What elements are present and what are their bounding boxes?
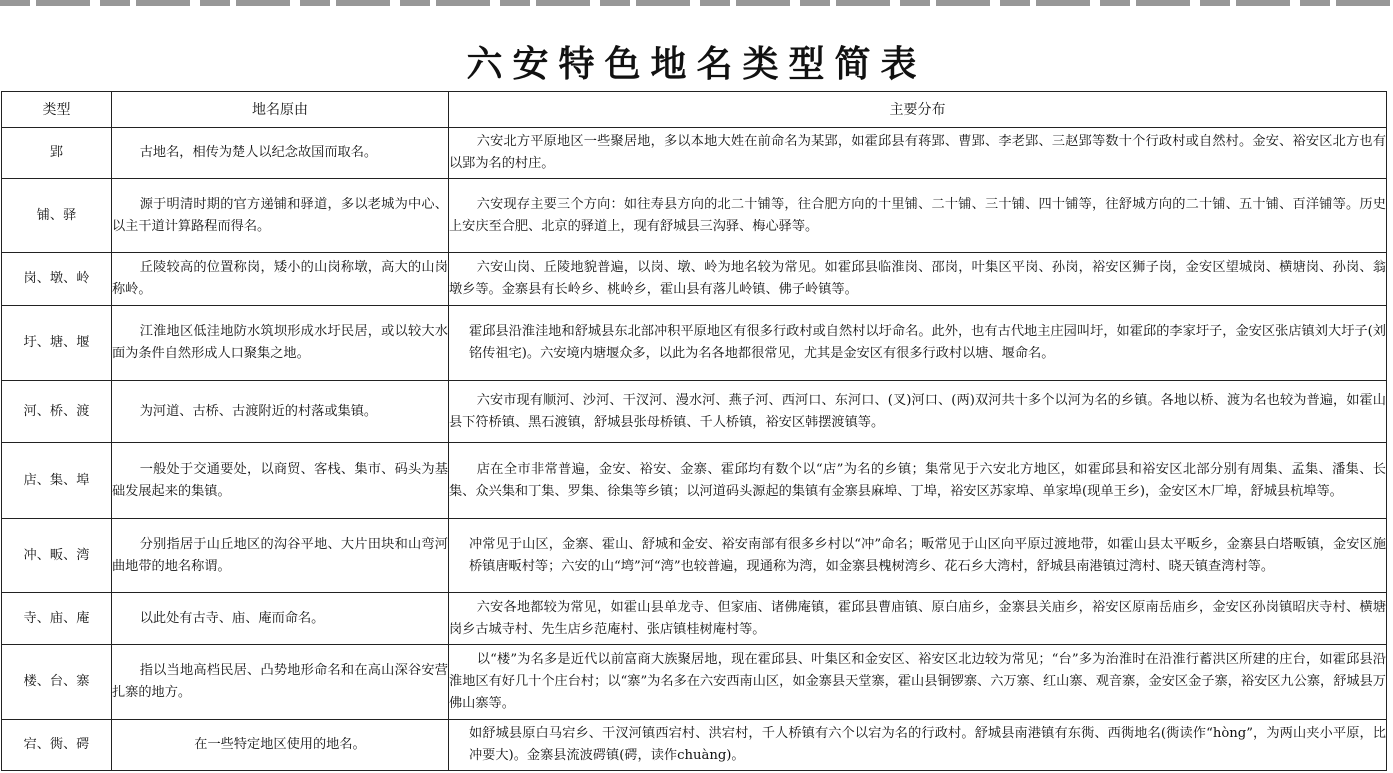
type-cell: 冲、畈、湾 (2, 519, 112, 593)
reason-cell: 古地名，相传为楚人以纪念故国而取名。 (112, 128, 449, 179)
type-cell: 郢 (2, 128, 112, 179)
distribution-cell: 冲常见于山区，金寨、霍山、舒城和金安、裕安南部有很多乡村以“冲”命名；畈常见于山区向平原过渡地带，如霍山县太平畈乡，金寨县白塔畈镇，金安区施桥镇唐畈村等；六安的山“塆”河“湾”也较普遍，现通称为湾，如金寨县槐树湾乡、花石乡大湾村，舒城县南港镇过湾村、晓天镇查湾村等。 (449, 519, 1387, 593)
reason-cell: 源于明清时期的官方递铺和驿道，多以老城为中心、以主干道计算路程而得名。 (112, 179, 449, 253)
distribution-cell: 以“楼”为名多是近代以前富商大族聚居地，现在霍邱县、叶集区和金安区、裕安区北边较为常见；“台”多为治淮时在沿淮行蓄洪区所建的庄台，如霍邱县沿淮地区有好几十个庄台村；以“寨”为名多在六安西南山区，如金寨县天堂寨，霍山县铜锣寨、六万寨、红山寨、观音寨，金安区金子寨，裕安区九公寨，舒城县万佛山寨等。 (449, 645, 1387, 720)
distribution-cell: 六安现存主要三个方向：如往寿县方向的北二十铺等，往合肥方向的十里铺、二十铺、三十铺、四十铺等，往舒城方向的二十铺、五十铺、百洋铺等。历史上安庆至合肥、北京的驿道上，现有舒城县三沟驿、梅心驿等。 (449, 179, 1387, 253)
distribution-cell: 如舒城县原白马宕乡、干汊河镇西宕村、洪宕村，千人桥镇有六个以宕为名的行政村。舒城县南港镇有东衖、西衖地名(衖读作“hòng”，为两山夹小平原，比冲要大)。金寨县流波𥔲镇(𥔲，读作chuàng)。 (449, 720, 1387, 771)
table-row (2, 720, 1387, 771)
type-cell: 宕、衖、𥔲 (2, 720, 112, 771)
cropped-text-line (0, 0, 1393, 6)
type-cell: 寺、庙、庵 (2, 593, 112, 645)
distribution-cell: 霍邱县沿淮洼地和舒城县东北部冲积平原地区有很多行政村或自然村以圩命名。此外，也有古代地主庄园叫圩，如霍邱的李家圩子，金安区张店镇刘大圩子(刘铭传祖宅)。六安境内塘堰众多，以此为名各地都很常见，尤其是金安区有很多行政村以塘、堰命名。 (449, 306, 1387, 381)
reason-cell: 以此处有古寺、庙、庵而命名。 (112, 593, 449, 645)
distribution-cell: 六安各地都较为常见，如霍山县单龙寺、但家庙、诸佛庵镇，霍邱县曹庙镇、原白庙乡，金寨县关庙乡，裕安区原南岳庙乡，金安区孙岗镇昭庆寺村、横塘岗乡古城寺村、先生店乡范庵村、张店镇桂树庵村等。 (449, 593, 1387, 645)
table-row (2, 593, 1387, 645)
type-cell: 岗、墩、岭 (2, 253, 112, 306)
distribution-cell: 六安山岗、丘陵地貌普遍，以岗、墩、岭为地名较为常见。如霍邱县临淮岗、邵岗，叶集区平岗、孙岗，裕安区狮子岗，金安区望城岗、横塘岗、孙岗、翁墩乡等。金寨县有长岭乡、桃岭乡，霍山县有落儿岭镇、佛子岭镇等。 (449, 253, 1387, 306)
reason-cell: 在一些特定地区使用的地名。 (112, 720, 449, 771)
header-reason: 地名原由 (112, 92, 449, 128)
place-name-table (1, 91, 1387, 771)
type-cell: 铺、驿 (2, 179, 112, 253)
table-row (2, 253, 1387, 306)
reason-cell: 丘陵较高的位置称岗，矮小的山岗称墩，高大的山岗称岭。 (112, 253, 449, 306)
type-cell: 楼、台、寨 (2, 645, 112, 720)
table-row (2, 519, 1387, 593)
header-distribution: 主要分布 (449, 92, 1387, 128)
distribution-cell: 六安市现有顺河、沙河、干汊河、漫水河、燕子河、西河口、东河口、(叉)河口、(两)双河共十多个以河为名的乡镇。各地以桥、渡为名也较为普遍，如霍山县下符桥镇、黑石渡镇，舒城县张母桥镇、千人桥镇，裕安区韩摆渡镇等。 (449, 381, 1387, 443)
reason-cell: 一般处于交通要处，以商贸、客栈、集市、码头为基础发展起来的集镇。 (112, 443, 449, 519)
table-title: 六安特色地名类型简表 (466, 44, 927, 85)
table-row (2, 381, 1387, 443)
reason-cell: 分别指居于山丘地区的沟谷平地、大片田块和山弯河曲地带的地名称谓。 (112, 519, 449, 593)
table-row (2, 128, 1387, 179)
type-cell: 圩、塘、堰 (2, 306, 112, 381)
reason-cell: 指以当地高档民居、凸势地形命名和在高山深谷安营扎寨的地方。 (112, 645, 449, 720)
type-cell: 河、桥、渡 (2, 381, 112, 443)
table-row (2, 645, 1387, 720)
type-cell: 店、集、埠 (2, 443, 112, 519)
table-row (2, 306, 1387, 381)
header-type: 类型 (2, 92, 112, 128)
table-row (2, 443, 1387, 519)
reason-cell: 江淮地区低洼地防水筑坝形成水圩民居，或以较大水面为条件自然形成人口聚集之地。 (112, 306, 449, 381)
table-row (2, 179, 1387, 253)
distribution-cell: 六安北方平原地区一些聚居地，多以本地大姓在前命名为某郢，如霍邱县有蒋郢、曹郢、李老郢、三赵郢等数十个行政村或自然村。金安、裕安区北方也有以郢为名的村庄。 (449, 128, 1387, 179)
header-row (2, 92, 1387, 128)
distribution-cell: 店在全市非常普遍，金安、裕安、金寨、霍邱均有数个以“店”为名的乡镇；集常见于六安北方地区，如霍邱县和裕安区北部分别有周集、孟集、潘集、长集、众兴集和丁集、罗集、徐集等乡镇；以河道码头源起的集镇有金寨县麻埠、丁埠，裕安区苏家埠、单家埠(现单王乡)，金安区木厂埠，舒城县杭埠等。 (449, 443, 1387, 519)
reason-cell: 为河道、古桥、古渡附近的村落或集镇。 (112, 381, 449, 443)
